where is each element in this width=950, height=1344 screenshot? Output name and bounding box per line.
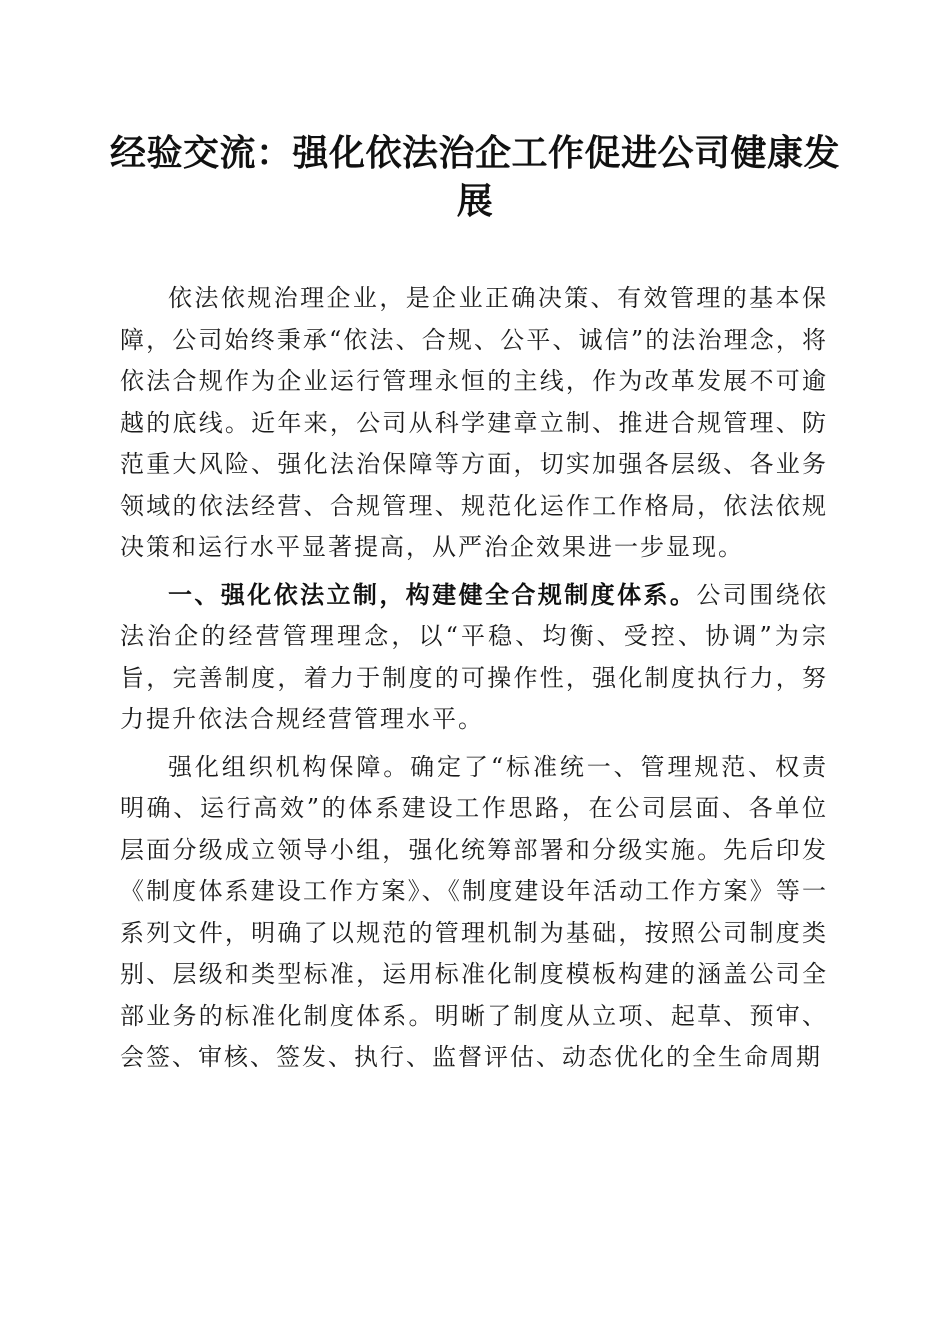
document-body [120, 278, 828, 1085]
paragraph-org-guarantee [120, 747, 828, 1079]
paragraph-text: 公司围绕依法治企的经营管理理念，以“平稳、均衡、受控、协调”为宗旨，完善制度，着力于制度的可操作性，强化制度执行力，努力提升依法合规经营管理水平。 [120, 580, 829, 733]
paragraph-text: 依法依规治理企业，是企业正确决策、有效管理的基本保障，公司始终秉承“依法、合规、公平、诚信”的法治理念，将依法合规作为企业运行管理永恒的主线，作为改革发展不可逾越的底线。近年来，公司从科学建章立制、推进合规管理、防范重大风险、强化法治保障等方面，切实加强各层级、各业务领域的依法经营、合规管理、规范化运作工作格局，依法依规决策和运行水平显著提高，从严治企效果进一步显现。 [120, 284, 828, 561]
section-heading: 一、强化依法立制，构建健全合规制度体系。 [168, 580, 697, 609]
paragraph-intro [120, 278, 828, 569]
paragraph-text: 强化组织机构保障。确定了“标准统一、管理规范、权责明确、运行高效”的体系建设工作思路，在公司层面、各单位层面分级成立领导小组，强化统筹部署和分级实施。先后印发《制度体系建设工作方案》、《制度建设年活动工作方案》等一系列文件，明确了以规范的管理机制为基础，按照公司制度类别、层级和类型标准，运用标准化制度模板构建的涵盖公司全部业务的标准化制度体系。明晰了制度从立项、起草、预审、会签、审核、签发、执行、监督评估、动态优化的全生命周期 [120, 752, 828, 1071]
paragraph-section-one [120, 575, 828, 741]
document-title: 经验交流：强化依法治企工作促进公司健康发展 [110, 133, 841, 222]
